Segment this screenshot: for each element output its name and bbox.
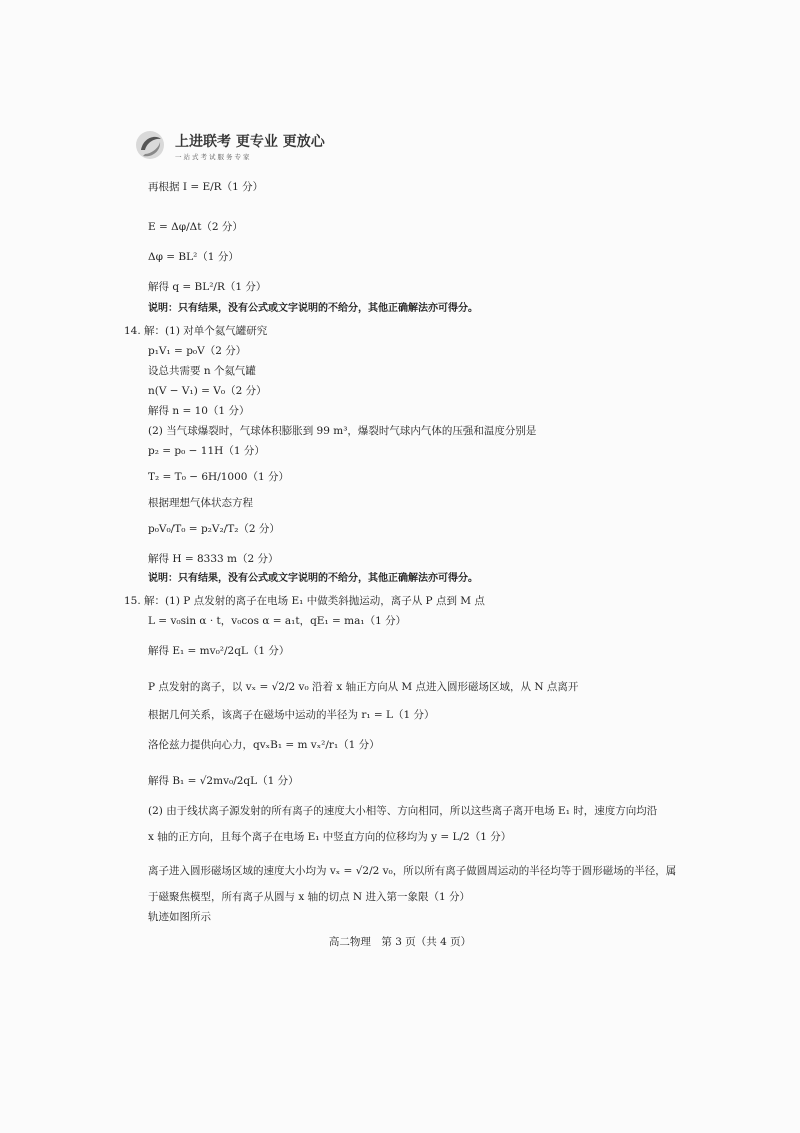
- text-line: 再根据 I = E/R（1 分）: [148, 181, 264, 193]
- text-line: Δφ = BL²（1 分）: [148, 251, 239, 263]
- scoring-note: 说明：只有结果，没有公式或文字说明的不给分，其他正确解法亦可得分。: [148, 303, 478, 314]
- text-line: (2) 当气球爆裂时，气球体积膨胀到 99 m³，爆裂时气球内气体的压强和温度分别是: [148, 425, 537, 437]
- text-line: n(V − V₁) = V₀（2 分）: [148, 385, 267, 397]
- text-line: 设总共需要 n 个氦气罐: [148, 365, 256, 377]
- brand-slogan: 上进联考 更专业 更放心: [175, 134, 325, 150]
- text-line: 根据理想气体状态方程: [148, 497, 253, 509]
- page-header: [133, 128, 463, 168]
- text-line: x 轴的正方向，且每个离子在电场 E₁ 中竖直方向的位移均为 y = L/2（1 分）: [148, 831, 512, 843]
- text-line: P 点发射的离子，以 vₓ = √2/2 v₀ 沿着 x 轴正方向从 M 点进入圆形磁场区域，从 N 点离开: [148, 681, 579, 693]
- text-line: 解得 H = 8333 m（2 分）: [148, 553, 279, 565]
- brand-logo-icon: [133, 128, 169, 162]
- text-line: 轨迹如图所示: [148, 911, 211, 923]
- text-line: p₂ = p₀ − 11H（1 分）: [148, 445, 265, 457]
- text-line: L = v₀sin α · t，v₀cos α = a₁t，qE₁ = ma₁（1 分）: [148, 615, 407, 627]
- question-14-heading: 14. 解：(1) 对单个氦气罐研究: [124, 325, 268, 337]
- scoring-note: 说明：只有结果，没有公式或文字说明的不给分，其他正确解法亦可得分。: [148, 573, 478, 584]
- text-line: 离子进入圆形磁场区域的速度大小均为 vₓ = √2/2 v₀，所以所有离子做圆周运动的半径均等于圆形磁场的半径，属: [148, 865, 677, 877]
- text-line: 解得 B₁ = √2mv₀/2qL（1 分）: [148, 775, 299, 787]
- text-line: T₂ = T₀ − 6H/1000（1 分）: [148, 471, 289, 483]
- text-line: (2) 由于线状离子源发射的所有离子的速度大小相等、方向相同，所以这些离子离开电场 E₁ 时，速度方向均沿: [148, 805, 658, 817]
- text-line: E = Δφ/Δt（2 分）: [148, 221, 243, 233]
- text-line: 根据几何关系，该离子在磁场中运动的半径为 r₁ = L（1 分）: [148, 709, 435, 721]
- text-line: p₀V₀/T₀ = p₂V₂/T₂（2 分）: [148, 523, 280, 535]
- text-line: p₁V₁ = p₀V（2 分）: [148, 345, 247, 357]
- text-line: 洛伦兹力提供向心力，qvₓB₁ = m vₓ²/r₁（1 分）: [148, 739, 380, 751]
- text-line: 于磁聚焦模型，所有离子从圆与 x 轴的切点 N 进入第一象限（1 分）: [148, 891, 470, 903]
- question-15-heading: 15. 解：(1) P 点发射的离子在电场 E₁ 中做类斜抛运动，离子从 P 点到 M 点: [124, 595, 485, 607]
- text-line: 解得 E₁ = mv₀²/2qL（1 分）: [148, 645, 290, 657]
- text-line: 解得 n = 10（1 分）: [148, 405, 250, 417]
- page-footer: 高二物理 第 3 页（共 4 页）: [328, 936, 472, 948]
- text-line: 解得 q = BL²/R（1 分）: [148, 281, 267, 293]
- brand-subtitle: 一站式考试服务专家: [175, 153, 252, 161]
